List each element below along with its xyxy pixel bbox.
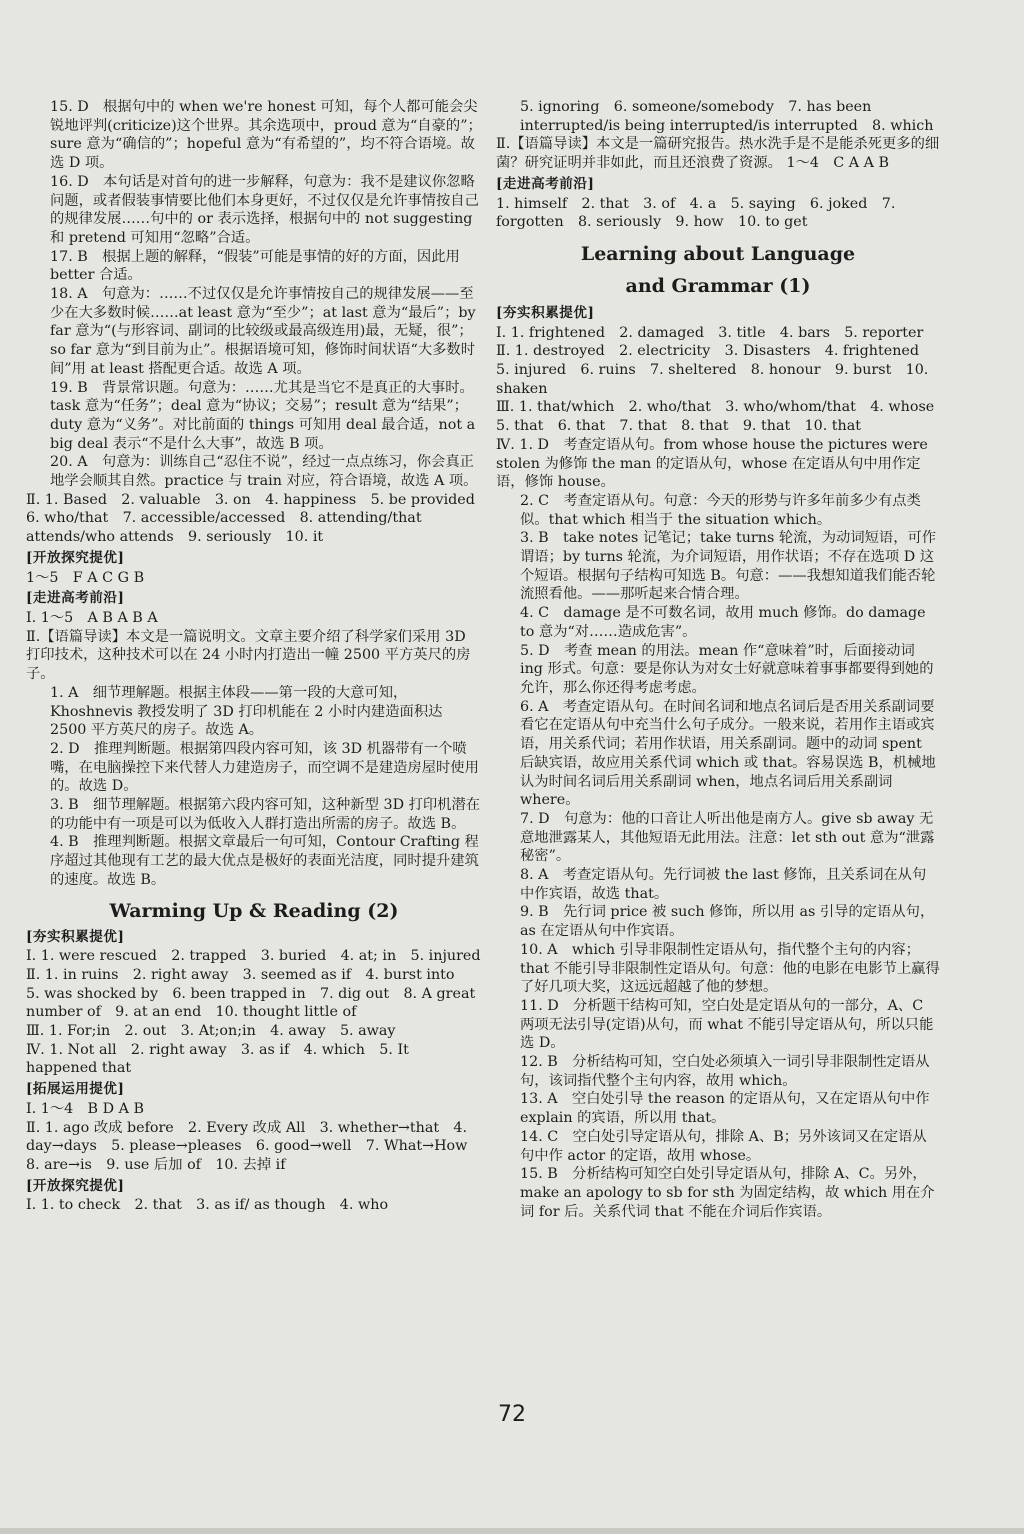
answer-group: Ⅳ. 1. D 考查定语从句。from whose house the pictures were stolen 为修饰 the man 的定语从句，whose 在定语从句中用作定语，修饰 house。 (496, 436, 928, 491)
section-title: Warming Up & Reading (2) (109, 899, 399, 922)
answer-item: 10. A which 引导非限制性定语从句，指代整个主句的内容；that 不能引导非限制性定语从句。句意：他的电影在电影节上赢得了好几项大奖，这远远超越了他的梦想。 (520, 941, 940, 996)
answer-item: 15. B 分析结构可知空白处引导定语从句，排除 A、C。另外，make an apology to sb for sth 为固定结构，故 which 用在介词 for 后。关系代词 that 不能在介词后作宾语。 (520, 1166, 935, 1220)
subsection-heading: [夯实积累提优] (26, 928, 125, 945)
subsection-heading: [开放探究提优] (26, 549, 125, 566)
subsection-heading: [走进高考前沿] (496, 175, 595, 192)
answer-group: Ⅱ. 1. ago 改成 before 2. Every 改成 All 3. whether→that 4. day→days 5. please→pleases 6. good→well 7. What→How 8. are→is 9. use 后加 of 10. 去掉 if (26, 1119, 482, 1173)
section-title-line: and Grammar (1) (625, 274, 811, 297)
answer-item: 14. C 空白处引导定语从句，排除 A、B；另外该词又在定语从句中作 actor 的定语，故用 whose。 (520, 1128, 927, 1164)
answer-item: 12. B 分析结构可知，空白处必须填入一词引导非限制性定语从句，该词指代整个主句内容，故用 which。 (520, 1054, 930, 1089)
answer-group: Ⅱ. 1. Based 2. valuable 3. on 4. happiness 5. be provided 6. who/that 7. accessible/accessed 8. attending/that attends/who attends 9. seriously 10. it (26, 491, 490, 546)
answer-group: Ⅱ.【语篇导读】本文是一篇说明文。文章主要介绍了科学家们采用 3D 打印技术，这种技术可以在 24 小时内打造出一幢 2500 平方英尺的房子。 (26, 628, 471, 683)
answer-item: 4. C damage 是不可数名词，故用 much 修饰。do damage to 意为“对……造成危害”。 (520, 605, 926, 640)
answer-group: Ⅲ. 1. that/which 2. who/that 3. who/whom/that 4. whose 5. that 6. that 7. that 8. that 9. that 10. that (496, 399, 949, 435)
answer-group: 1. himself 2. that 3. of 4. a 5. saying 6. joked 7. forgotten 8. seriously 9. how 10. to get (496, 195, 896, 231)
answer-item: 1. A 细节理解题。根据主体段——第一段的大意可知，Khoshnevis 教授发明了 3D 打印机能在 2 小时内建造面积达 2500 平方英尺的房子。故选 A。 (50, 684, 443, 739)
answer-group: Ⅰ. 1～4 B D A B (26, 1100, 144, 1117)
answer-item: 3. B take notes 记笔记；take turns 轮流，为动词短语，可作谓语；by turns 轮流，为介词短语，用作状语；不存在选项 D 这个短语。根据句子结构可知选 B。句意：——我想知道我们能否轮流照看他。——那听起来合情合理。 (520, 530, 937, 603)
answer-item: 4. B 推理判断题。根据文章最后一句可知，Contour Crafting 程序超过其他现有工艺的最大优点是极好的表面光洁度，同时提升建筑的速度。故选 B。 (50, 834, 479, 888)
answer-item: 8. A 考查定语从句。先行词被 the last 修饰，且关系词在从句中作宾语，故选 that。 (520, 867, 927, 902)
answer-group: 1～5 F A C G B (26, 569, 145, 586)
answer-item: 18. A 句意为：……不过仅仅是允许事情按自己的规律发展——至少在大多数时候……at least 意为“至少”；at last 意为“最后”；by far 意为“(与形容词、副词的比较级或最高级连用)最，无疑，很”；so far 意为“到目前为止”。根据语境可知，修饰时间状语“大多数时间”用 at least 搭配更合适。故选 A 项。 (50, 286, 476, 377)
answer-group: Ⅱ. 1. destroyed 2. electricity 3. Disasters 4. frightened 5. injured 6. ruins 7. sheltered 8. honour 9. burst 10. shaken (496, 343, 934, 397)
subsection-heading: [拓展运用提优] (26, 1081, 125, 1098)
answer-item: 16. D 本句话是对首句的进一步解释，句意为：我不是建议你忽略问题，或者假装事情要比他们本身更好，不过仅仅是允许事情按自己的规律发展……句中的 or 表示选择，根据句中的 not suggesting 和 pretend 可知用“忽略”合适。 (50, 173, 479, 246)
answer-item: 7. D 句意为：他的口音让人听出他是南方人。give sb away 无意地泄露某人，其他短语无此用法。注意：let sth out 意为“泄露秘密”。 (520, 810, 935, 865)
answer-group: Ⅲ. 1. For;in 2. out 3. At;on;in 4. away 5. away (26, 1023, 396, 1040)
answer-item: 15. D 根据句中的 when we're honest 可知，每个人都可能会尖锐地评判(criticize)这个世界。其余选项中，proud 意为“自豪的”；sure 意为“确信的”；hopeful 意为“有希望的”，均不符合语境。故选 D 项。 (50, 99, 482, 172)
answer-item: 17. B 根据上题的解释，“假装”可能是事情的好的方面，因此用 better 合适。 (50, 248, 460, 284)
answer-item: 19. B 背景常识题。句意为：……尤其是当它不是真正的大事时。task 意为“任务”；deal 意为“协议；交易”；result 意为“结果”；duty 意为“义务”。对比前面的 things 可知用 deal 最合适，not a big deal 表示“不是什么大事”，故选 B 项。 (50, 379, 476, 452)
right-column (496, 98, 949, 1221)
answer-group: Ⅰ. 1～5 A B A B A (26, 609, 158, 626)
answer-item: 2. C 考查定语从句。句意：今天的形势与许多年前多少有点类似。that which 相当于 the situation which。 (520, 492, 921, 528)
answer-group: Ⅰ. 1. to check 2. that 3. as if/ as though 4. who (26, 1197, 389, 1214)
subsection-heading: [开放探究提优] (26, 1177, 125, 1194)
answer-item: 2. D 推理判断题。根据第四段内容可知，该 3D 机器带有一个喷嘴，在电脑操控下来代替人力建造房子，而空调不是建造房屋时使用的。故选 D。 (50, 740, 479, 795)
left-column (26, 98, 490, 1215)
section-title (496, 238, 940, 302)
answer-item: 5. ignoring 6. someone/somebody 7. has been interrupted/is being interrupted/is interrupted 8. which (520, 99, 934, 134)
answer-group: Ⅰ. 1. were rescued 2. trapped 3. buried 4. at; in 5. injured (26, 948, 481, 965)
subsection-heading: [夯实积累提优] (496, 304, 595, 321)
page-number: 72 (498, 1402, 526, 1427)
answer-item: 9. B 先行词 price 被 such 修饰，所以用 as 引导的定语从句，as 在定语从句中作宾语。 (520, 904, 935, 940)
section-title-line: Learning about Language (580, 242, 856, 265)
answer-item: 3. B 细节理解题。根据第六段内容可知，这种新型 3D 打印机潜在的功能中有一项是可以为低收入人群打造出所需的房子。故选 B。 (50, 797, 481, 832)
answer-group: Ⅳ. 1. Not all 2. right away 3. as if 4. which 5. It happened that (26, 1041, 409, 1077)
answer-item: 20. A 句意为：训练自己“忍住不说”，经过一点点练习，你会真正地学会顺其自然。practice 与 train 对应，符合语境，故选 A 项。 (50, 454, 478, 490)
answer-item: 6. A 考查定语从句。在时间名词和地点名词后是否用关系副词要看它在定语从句中充当什么句子成分。一般来说，若用作主语或宾语，用关系代词；若用作状语，用关系副词。题中的动词 spent 后缺宾语，故应用关系代词 which 或 that。容易误选 B，机械地认为时间名词后用关系副词 when，地点名词后用关系副词 where。 (520, 698, 936, 809)
answer-item: 13. A 空白处引导 the reason 的定语从句，又在定语从句中作 explain 的宾语，所以用 that。 (520, 1091, 930, 1127)
answer-item: 5. D 考查 mean 的用法。mean 作“意味着”时，后面接动词 ing 形式。句意：要是你认为对女士好就意味着事事都要得到她的允许，那么你还得考虑考虑。 (520, 642, 934, 696)
answer-group: Ⅱ. 1. in ruins 2. right away 3. seemed as if 4. burst into 5. was shocked by 6. been trapped in 7. dig out 8. A great number of 9. at an end 10. thought little of (26, 966, 476, 1021)
subsection-heading: [走进高考前沿] (26, 590, 125, 607)
answer-group: Ⅱ.【语篇导读】本文是一篇研究报告。热水洗手是不是能杀死更多的细菌？研究证明并非如此，而且还浪费了资源。 1～4 C A A B (496, 136, 940, 172)
answer-group: Ⅰ. 1. frightened 2. damaged 3. title 4. bars 5. reporter (496, 324, 924, 341)
answer-item: 11. D 分析题干结构可知，空白处是定语从句的一部分，A、C 两项无法引导(定语)从句，而 what 不能引导定语从句，所以只能选 D。 (520, 997, 934, 1052)
page-bottom-edge (0, 1528, 1024, 1534)
